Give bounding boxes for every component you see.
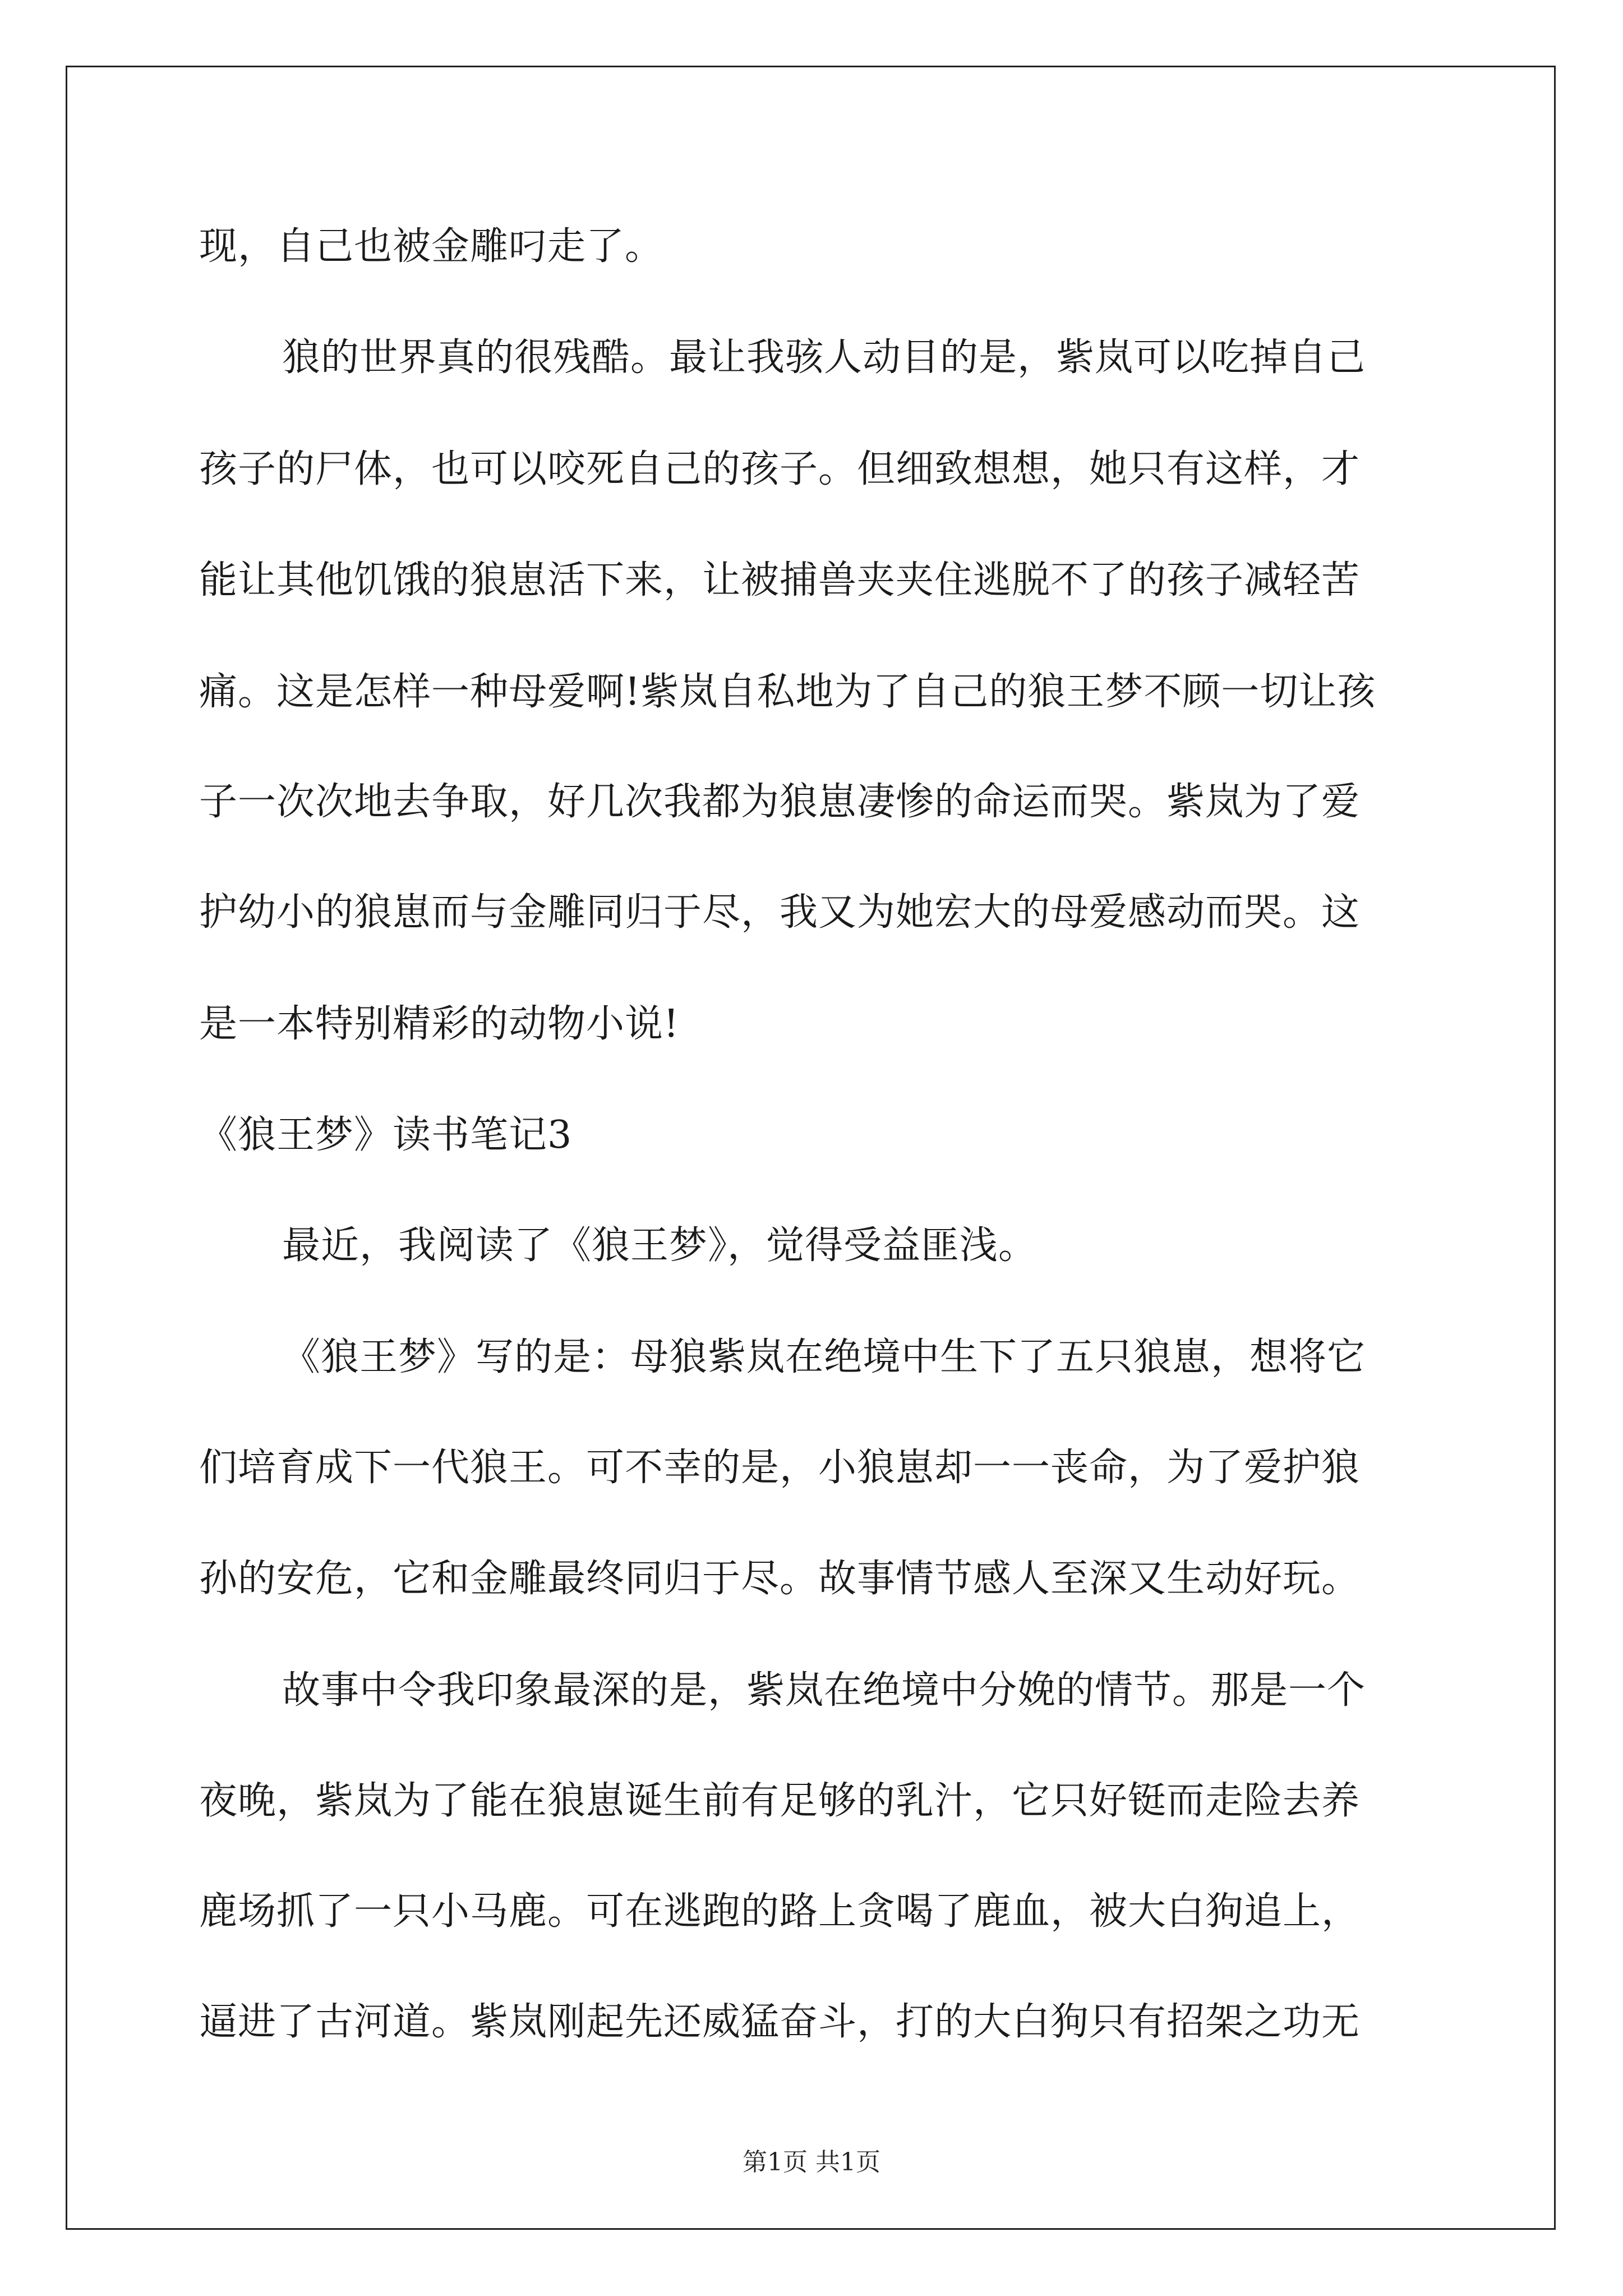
text-line: 是一本特别精彩的动物小说! [199,1002,680,1046]
paragraph-first-line: 《狼王梦》写的是：母狼紫岚在绝境中生下了五只狼崽，想将它 [282,1335,1366,1379]
page-footer: 第1页 共1页 [743,2148,880,2177]
text-line: 孩子的尸体，也可以咬死自己的孩子。但细致想想，她只有这样，才 [199,447,1361,491]
paragraph-first-line: 故事中令我印象最深的是，紫岚在绝境中分娩的情节。那是一个 [282,1668,1366,1713]
text-line: 们培育成下一代狼王。可不幸的是，小狼崽却一一丧命，为了爱护狼 [199,1446,1361,1490]
paragraph-first-line: 最近，我阅读了《狼王梦》，觉得受益匪浅。 [282,1223,1038,1268]
text-line: 痛。这是怎样一种母爱啊!紫岚自私地为了自己的狼王梦不顾一切让孩 [199,670,1376,714]
text-line: 夜晚，紫岚为了能在狼崽诞生前有足够的乳汁，它只好铤而走险去养 [199,1779,1361,1823]
text-line: 逼进了古河道。紫岚刚起先还威猛奋斗，打的大白狗只有招架之功无 [199,2000,1361,2044]
text-line: 孙的安危，它和金雕最终同归于尽。故事情节感人至深又生动好玩。 [199,1557,1361,1601]
text-line: 子一次次地去争取，好几次我都为狼崽凄惨的命运而哭。紫岚为了爱 [199,780,1361,824]
text-line: 能让其他饥饿的狼崽活下来，让被捕兽夹夹住逃脱不了的孩子减轻苦 [199,558,1361,602]
section-heading: 《狼王梦》读书笔记3 [199,1113,573,1157]
text-line: 现，自己也被金雕叼走了。 [199,224,664,269]
text-line: 护幼小的狼崽而与金雕同归于尽，我又为她宏大的母爱感动而哭。这 [199,890,1361,935]
paragraph-first-line: 狼的世界真的很残酷。最让我骇人动目的是，紫岚可以吃掉自己 [282,335,1366,380]
text-line: 鹿场抓了一只小马鹿。可在逃跑的路上贪喝了鹿血，被大白狗追上， [199,1889,1361,1934]
